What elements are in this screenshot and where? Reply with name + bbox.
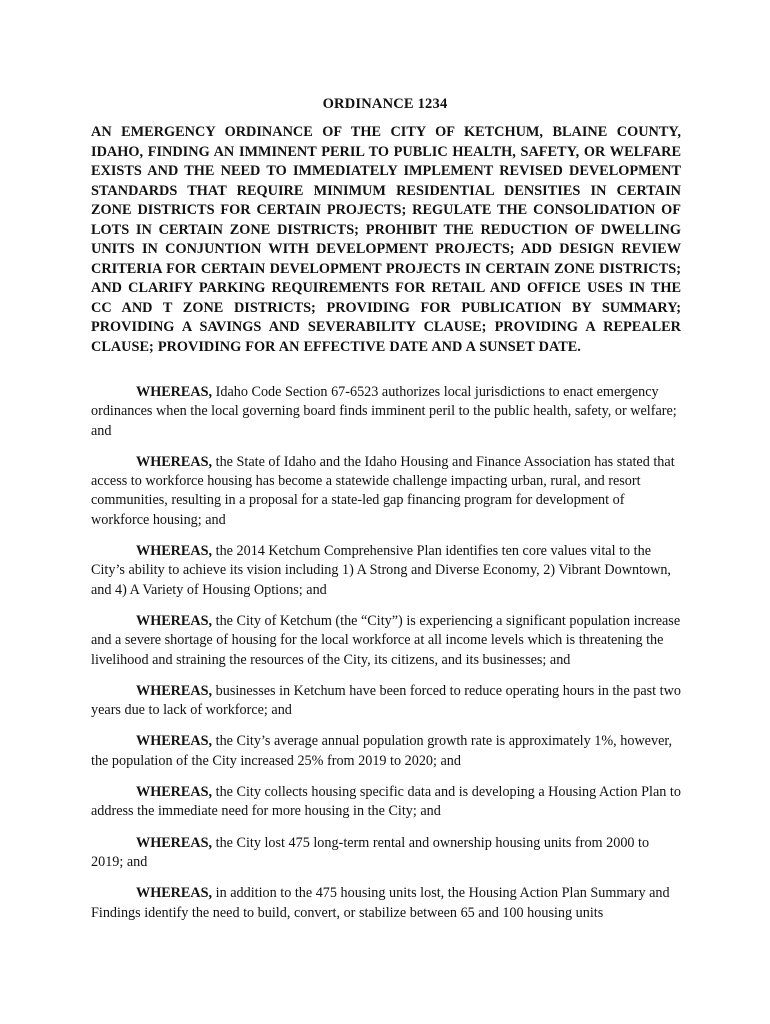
whereas-paragraph <box>91 383 681 441</box>
whereas-text: the 2014 Ketchum Comprehensive Plan identifies ten core values vital to the City’s ability to achieve its vision including 1) A Strong and Diverse Economy, 2) Vibrant Downtown, and 4) A Variety of Housing Options; and <box>91 543 671 598</box>
whereas-lead: WHEREAS, <box>136 784 213 801</box>
whereas-text: the City of Ketchum (the “City”) is experiencing a significant population increase and a severe shortage of housing for the local workforce at all income levels which is threatening the livelihood and straining the resources of the City, its citizens, and its businesses; and <box>91 612 681 668</box>
whereas-text: the City lost 475 long-term rental and ownership housing units from 2000 to 2019; and <box>91 834 650 870</box>
whereas-paragraph <box>91 542 681 600</box>
ordinance-title: ORDINANCE 1234 <box>322 96 448 112</box>
whereas-text: the City collects housing specific data and is developing a Housing Action Plan to address the immediate need for more housing in the City; and <box>91 784 681 820</box>
ordinance-caption: AN EMERGENCY ORDINANCE OF THE CITY OF KETCHUM, BLAINE COUNTY, IDAHO, FINDING AN IMMINENT PERIL TO PUBLIC HEALTH, SAFETY, OR WELFARE EXISTS AND THE NEED TO IMMEDIATELY IMPLEMENT REVISED DEVELOPMENT STANDARDS THAT REQUIRE MINIMUM RESIDENTIAL DENSITIES IN CERTAIN ZONE DISTRICTS FOR CERTAIN PROJECTS; REGULATE THE CONSOLIDATION OF LOTS IN CERTAIN ZONE DISTRICTS; PROHIBIT THE REDUCTION OF DWELLING UNITS IN CONJUNTION WITH DEVELOPMENT PROJECTS; ADD DESIGN REVIEW CRITERIA FOR CERTAIN DEVELOPMENT PROJECTS IN CERTAIN ZONE DISTRICTS; AND CLARIFY PARKING REQUIREMENTS FOR RETAIL AND OFFICE USES IN THE CC AND T ZONE DISTRICTS; PROVIDING FOR PUBLICATION BY SUMMARY; PROVIDING A SAVINGS AND SEVERABILITY CLAUSE; PROVIDING A REPEALER CLAUSE; PROVIDING FOR AN EFFECTIVE DATE AND A SUNSET DATE. <box>91 124 681 355</box>
whereas-lead: WHEREAS, <box>136 682 213 699</box>
whereas-text: in addition to the 475 housing units lost, the Housing Action Plan Summary and Findings identify the need to build, convert, or stabilize between 65 and 100 housing units <box>91 885 670 921</box>
whereas-text: businesses in Ketchum have been forced to reduce operating hours in the past two years due to lack of workforce; and <box>91 682 681 719</box>
whereas-text: the State of Idaho and the Idaho Housing and Finance Association has stated that access to workforce housing has become a statewide challenge impacting urban, rural, and resort communities, resulting in a proposal for a state-led gap financing program for development of workforce housing; and <box>91 453 675 528</box>
whereas-lead: WHEREAS, <box>136 543 213 560</box>
whereas-paragraph <box>91 682 681 721</box>
whereas-paragraph <box>91 453 681 530</box>
whereas-text: Idaho Code Section 67-6523 authorizes local jurisdictions to enact emergency ordinances when the local governing board finds imminent peril to the public health, safety, or welfare; and <box>91 384 677 439</box>
whereas-paragraph <box>91 884 681 923</box>
whereas-lead: WHEREAS, <box>136 453 213 470</box>
whereas-lead: WHEREAS, <box>136 834 213 851</box>
whereas-lead: WHEREAS, <box>136 384 213 400</box>
whereas-lead: WHEREAS, <box>136 733 213 750</box>
whereas-paragraph <box>91 834 681 873</box>
whereas-paragraph <box>91 783 681 822</box>
whereas-paragraph <box>91 732 681 771</box>
ordinance-body <box>91 383 681 935</box>
whereas-text: the City’s average annual population growth rate is approximately 1%, however, the population of the City increased 25% from 2019 to 2020; and <box>91 733 673 769</box>
whereas-paragraph <box>91 612 681 670</box>
whereas-lead: WHEREAS, <box>136 885 213 902</box>
whereas-lead: WHEREAS, <box>136 612 213 629</box>
